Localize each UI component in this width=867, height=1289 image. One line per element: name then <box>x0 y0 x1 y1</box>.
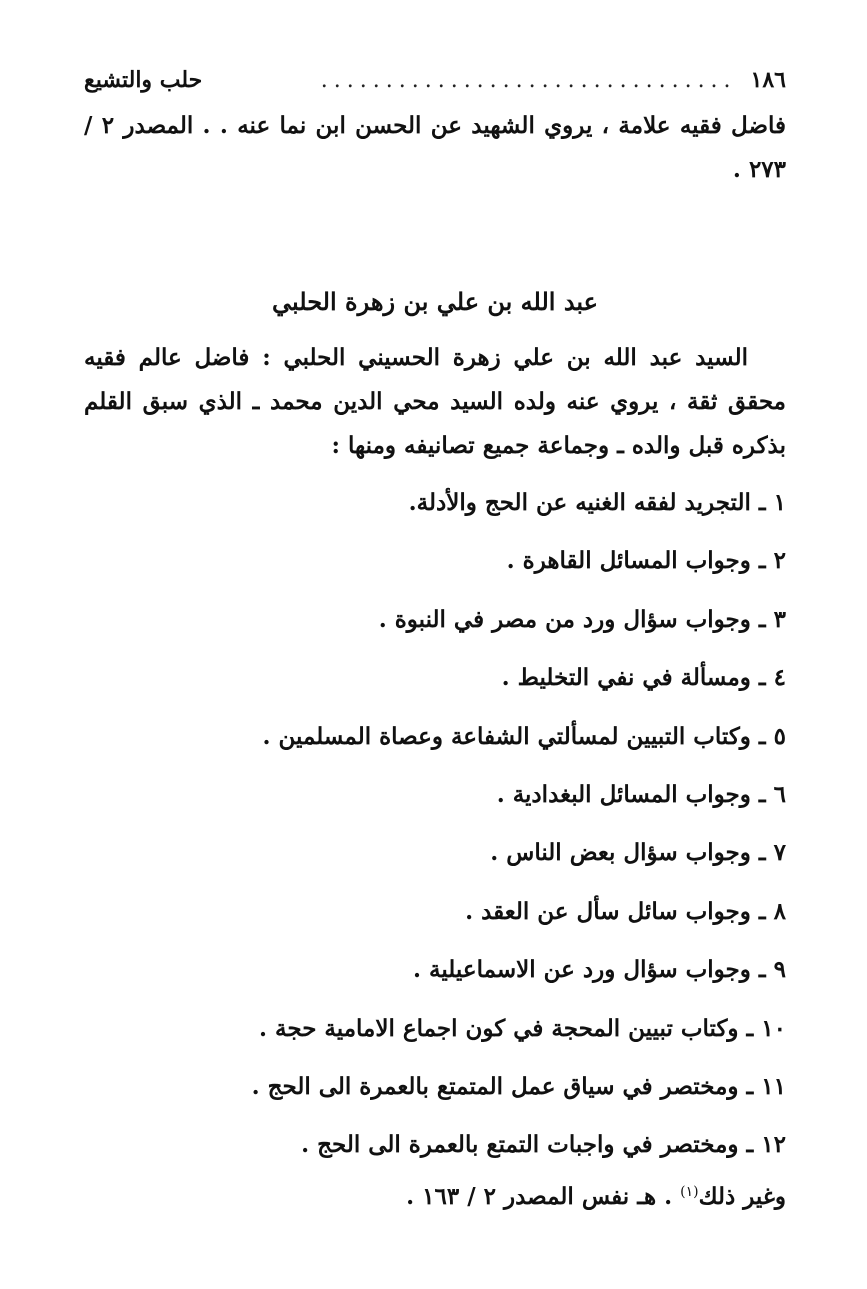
list-item: ٤ ـ ومسألة في نفي التخليط . <box>501 664 786 692</box>
list-item: ٩ ـ وجواب سؤال ورد عن الاسماعيلية . <box>413 956 786 984</box>
source-reference: . هـ نفس المصدر ٢ / ١٦٣ . <box>406 1183 673 1210</box>
page-number: ١٨٦ <box>750 67 786 93</box>
list-item: ٣ ـ وجواب سؤال ورد من مصر في النبوة . <box>378 605 786 633</box>
page-header <box>84 62 786 98</box>
closing-line <box>146 1168 786 1221</box>
running-title: حلب والتشيع <box>84 67 203 93</box>
works-list <box>146 474 786 1175</box>
closing-text: وغير ذلك <box>698 1183 786 1210</box>
list-item: ١ ـ التجريد لفقه الغنيه عن الحج والأدلة. <box>408 489 786 516</box>
list-item: ٦ ـ وجواب المسائل البغدادية . <box>496 780 786 808</box>
leader-dots: ................................ <box>320 67 737 93</box>
list-item: ١٠ ـ وكتاب تبيين المحجة في كون اجماع الامامية حجة . <box>259 1014 786 1042</box>
list-item: ١٢ ـ ومختصر في واجبات التمتع بالعمرة الى الحج . <box>301 1131 786 1159</box>
list-item: ٢ ـ وجواب المسائل القاهرة . <box>506 547 786 575</box>
list-item: ٧ ـ وجواب سؤال بعض الناس . <box>490 839 786 867</box>
section-paragraph: السيد عبد الله بن علي زهرة الحسيني الحلبي : فاضل عالم فقيه محقق ثقة ، يروي عنه ولده السيد محي الدين محمد ـ الذي سبق القلم بذكره قبل والده ـ وجماعة جميع تصانيفه ومنها : <box>84 344 786 459</box>
list-item: ٥ ـ وكتاب التبيين لمسألتي الشفاعة وعصاة المسلمين . <box>262 722 786 750</box>
list-item: ١١ ـ ومختصر في سياق عمل المتمتع بالعمرة الى الحج . <box>251 1072 786 1100</box>
footnote-marker[interactable]: (١) <box>680 1184 699 1200</box>
list-item: ٨ ـ وجواب سائل سأل عن العقد . <box>465 897 786 925</box>
intro-paragraph: فاضل فقيه علامة ، يروي الشهيد عن الحسن ابن نما عنه . . المصدر ٢ / ٢٧٣ . <box>84 112 786 183</box>
section-title: عبد الله بن علي بن زهرة الحلبي <box>272 287 598 316</box>
